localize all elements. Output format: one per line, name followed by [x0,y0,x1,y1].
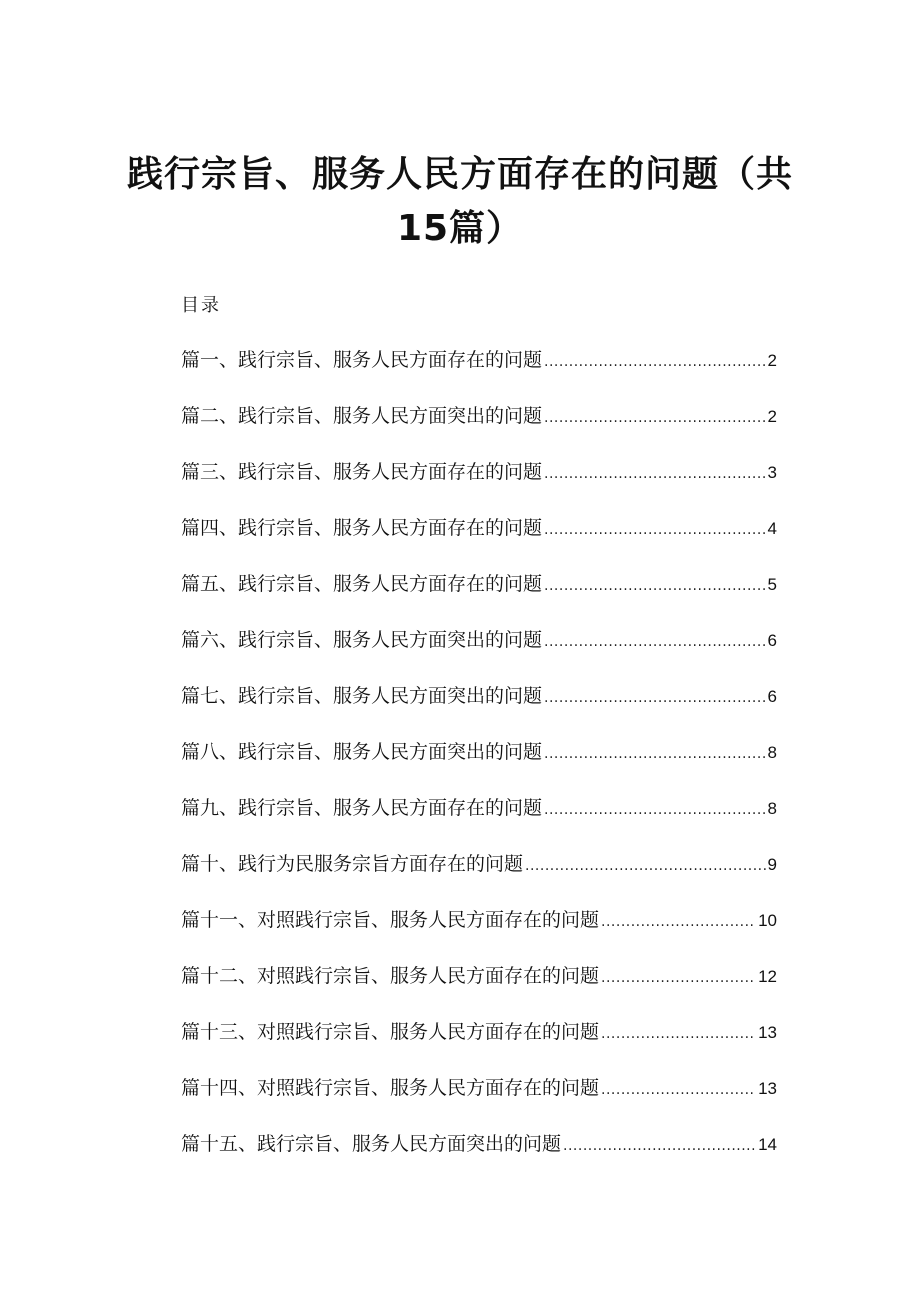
toc-page-number: 8 [767,799,777,818]
toc-entry-label: 篇六、践行宗旨、服务人民方面突出的问题 [181,629,543,651]
toc-entry-label: 篇二、践行宗旨、服务人民方面突出的问题 [181,405,543,427]
toc-page-number: 6 [767,631,777,650]
toc-entry-label: 篇七、践行宗旨、服务人民方面突出的问题 [181,685,543,707]
toc-entry-label: 篇十一、对照践行宗旨、服务人民方面存在的问题 [181,909,600,931]
toc-page-number: 4 [767,519,777,538]
toc-page-number: 6 [767,687,777,706]
toc-entry-label: 篇十、践行为民服务宗旨方面存在的问题 [181,853,524,875]
toc-entry[interactable] [181,514,777,570]
toc-entry-label: 篇四、践行宗旨、服务人民方面存在的问题 [181,517,543,539]
toc-entry[interactable] [181,1130,777,1186]
toc-entry-label: 篇十五、践行宗旨、服务人民方面突出的问题 [181,1133,562,1155]
toc-entry[interactable] [181,682,777,738]
toc-page-number: 13 [758,1023,777,1042]
toc-dot-leader [544,348,766,376]
toc-entry[interactable] [181,1074,777,1130]
toc-entry-label: 篇十四、对照践行宗旨、服务人民方面存在的问题 [181,1077,600,1099]
toc-entry[interactable] [181,738,777,794]
toc-entry[interactable] [181,626,777,682]
toc-dot-leader [601,908,756,936]
toc-entry-label: 篇九、践行宗旨、服务人民方面存在的问题 [181,797,543,819]
toc-entry-label: 篇五、践行宗旨、服务人民方面存在的问题 [181,573,543,595]
toc-heading: 目录 [181,295,221,316]
toc-page-number: 12 [758,967,777,986]
toc-dot-leader [544,740,766,768]
table-of-contents [181,346,777,1186]
toc-page-number: 5 [767,575,777,594]
toc-page-number: 10 [758,911,777,930]
toc-entry[interactable] [181,346,777,402]
document-title: 践行宗旨、服务人民方面存在的问题（共15篇） [126,154,793,249]
toc-dot-leader [544,684,766,712]
toc-entry[interactable] [181,458,777,514]
toc-page-number: 13 [758,1079,777,1098]
toc-dot-leader [601,964,756,992]
toc-dot-leader [544,572,766,600]
toc-entry[interactable] [181,1018,777,1074]
toc-page-number: 8 [767,743,777,762]
toc-page-number: 14 [758,1135,777,1154]
toc-entry-label: 篇一、践行宗旨、服务人民方面存在的问题 [181,349,543,371]
toc-dot-leader [601,1020,756,1048]
toc-entry[interactable] [181,570,777,626]
toc-entry-label: 篇八、践行宗旨、服务人民方面突出的问题 [181,741,543,763]
toc-dot-leader [525,852,766,880]
toc-dot-leader [544,628,766,656]
toc-entry[interactable] [181,850,777,906]
toc-dot-leader [544,516,766,544]
toc-entry-label: 篇十二、对照践行宗旨、服务人民方面存在的问题 [181,965,600,987]
toc-entry-label: 篇三、践行宗旨、服务人民方面存在的问题 [181,461,543,483]
toc-dot-leader [563,1132,756,1160]
toc-page-number: 9 [767,855,777,874]
toc-dot-leader [544,796,766,824]
toc-entry[interactable] [181,402,777,458]
toc-dot-leader [544,404,766,432]
toc-entry[interactable] [181,906,777,962]
toc-entry-label: 篇十三、对照践行宗旨、服务人民方面存在的问题 [181,1021,600,1043]
toc-dot-leader [544,460,766,488]
toc-entry[interactable] [181,962,777,1018]
toc-dot-leader [601,1076,756,1104]
toc-page-number: 2 [767,351,777,370]
toc-page-number: 2 [767,407,777,426]
toc-entry[interactable] [181,794,777,850]
toc-page-number: 3 [767,463,777,482]
